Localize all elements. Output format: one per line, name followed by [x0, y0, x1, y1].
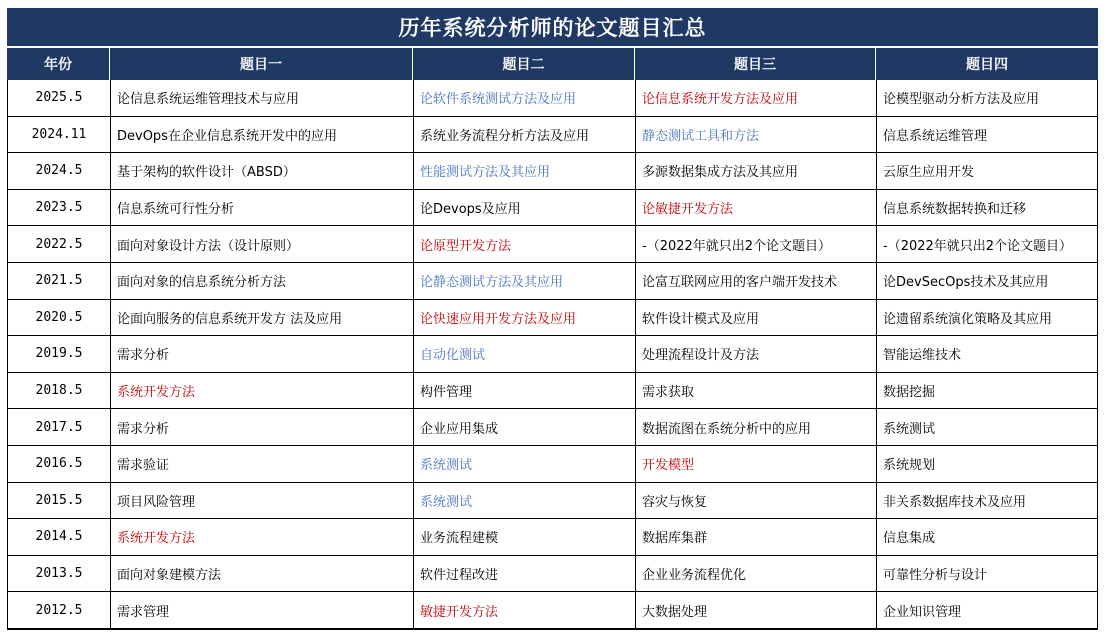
topic1-cell: 需求管理	[111, 592, 414, 628]
topic1-cell: 面向对象的信息系统分析方法	[111, 263, 414, 299]
page-title: 历年系统分析师的论文题目汇总	[7, 8, 1098, 46]
topic4-cell: 非关系数据库技术及应用	[883, 494, 1027, 510]
topic3-cell: 论敏捷开发方法	[636, 190, 877, 226]
topic2-cell: 论快速应用开发方法及应用	[414, 300, 636, 336]
year-cell: 2017.5	[8, 409, 111, 445]
table-row	[8, 336, 1097, 373]
table-row	[8, 226, 1097, 263]
table-row	[8, 80, 1097, 117]
topic4-cell: 信息集成	[883, 531, 936, 547]
topic2-cell: 企业应用集成	[414, 409, 636, 445]
table-row	[8, 153, 1097, 190]
year-cell: 2015.5	[8, 483, 111, 519]
column-header-topic4: 题目四	[966, 57, 1008, 73]
table-row	[8, 592, 1097, 628]
topic3-cell: 需求获取	[636, 373, 877, 409]
topic2-cell: 构件管理	[414, 373, 636, 409]
topic4-cell: 可靠性分析与设计	[883, 568, 988, 584]
topic1-cell: DevOps在企业信息系统开发中的应用	[111, 117, 414, 153]
topic2-cell: 系统业务流程分析方法及应用	[414, 117, 636, 153]
topic3-cell: 企业业务流程优化	[636, 556, 877, 592]
year-cell: 2022.5	[8, 226, 111, 262]
topic3-cell: 数据流图在系统分析中的应用	[636, 409, 877, 445]
topic2-cell: 系统测试	[414, 446, 636, 482]
topic2-cell: 业务流程建模	[414, 519, 636, 555]
topic1-cell: 论面向服务的信息系统开发方 法及应用	[111, 300, 414, 336]
topic4-cell: 信息系统运维管理	[883, 128, 988, 144]
year-cell: 2024.11	[8, 117, 111, 153]
table-row	[8, 409, 1097, 446]
topic1-cell: 需求分析	[111, 336, 414, 372]
table-row	[8, 556, 1097, 593]
topic4-cell: 系统测试	[883, 421, 936, 437]
topic4-cell: 数据挖掘	[883, 385, 936, 401]
year-cell: 2014.5	[8, 519, 111, 555]
topic4-cell: 论遗留系统演化策略及其应用	[883, 311, 1053, 327]
year-cell: 2023.5	[8, 190, 111, 226]
essay-topics-table	[7, 8, 1098, 630]
year-cell: 2016.5	[8, 446, 111, 482]
topic2-cell: 论软件系统测试方法及应用	[414, 80, 636, 116]
year-cell: 2018.5	[8, 373, 111, 409]
column-header-topic1: 题目一	[110, 48, 413, 80]
topic4-cell: 系统规划	[883, 458, 936, 474]
year-cell: 2019.5	[8, 336, 111, 372]
year-cell: 2020.5	[8, 300, 111, 336]
table-row	[8, 446, 1097, 483]
topic4-cell: 企业知识管理	[883, 604, 962, 620]
topic2-cell: 软件过程改进	[414, 556, 636, 592]
column-header-year: 年份	[7, 48, 110, 80]
topic1-cell: 项目风险管理	[111, 483, 414, 519]
topic3-cell: 软件设计模式及应用	[636, 300, 877, 336]
table-header-row	[7, 48, 1098, 80]
topic3-cell: 大数据处理	[636, 592, 877, 628]
topic2-cell: 自动化测试	[414, 336, 636, 372]
year-cell: 2012.5	[8, 592, 111, 628]
table-row	[8, 263, 1097, 300]
year-cell: 2021.5	[8, 263, 111, 299]
topic4-cell: 论模型驱动分析方法及应用	[883, 92, 1040, 108]
column-header-topic2: 题目二	[413, 48, 635, 80]
topic4-cell: 论DevSecOps技术及其应用	[883, 275, 1049, 291]
topic3-cell: 多源数据集成方法及其应用	[636, 153, 877, 189]
table-row	[8, 373, 1097, 410]
table-row	[8, 483, 1097, 520]
topic1-cell: 系统开发方法	[111, 519, 414, 555]
year-cell: 2024.5	[8, 153, 111, 189]
topic2-cell: 论静态测试方法及其应用	[414, 263, 636, 299]
topic3-cell: 论富互联网应用的客户端开发技术	[636, 263, 877, 299]
topic2-cell: 论原型开发方法	[414, 226, 636, 262]
topic3-cell: 容灾与恢复	[636, 483, 877, 519]
topic4-cell: 云原生应用开发	[883, 165, 975, 181]
year-cell: 2013.5	[8, 556, 111, 592]
table-row	[8, 300, 1097, 337]
table-body	[7, 80, 1098, 630]
topic3-cell: 静态测试工具和方法	[636, 117, 877, 153]
topic3-cell: 开发模型	[636, 446, 877, 482]
table-row	[8, 117, 1097, 154]
topic1-cell: 信息系统可行性分析	[111, 190, 414, 226]
topic3-cell: 数据库集群	[636, 519, 877, 555]
topic1-cell: 论信息系统运维管理技术与应用	[111, 80, 414, 116]
topic2-cell: 敏捷开发方法	[414, 592, 636, 628]
topic4-cell: 智能运维技术	[883, 348, 962, 364]
topic3-cell: -（2022年就只出2个论文题目）	[636, 226, 877, 262]
topic3-cell: 论信息系统开发方法及应用	[636, 80, 877, 116]
topic1-cell: 需求分析	[111, 409, 414, 445]
topic1-cell: 基于架构的软件设计（ABSD）	[111, 153, 414, 189]
topic1-cell: 系统开发方法	[111, 373, 414, 409]
topic2-cell: 论Devops及应用	[414, 190, 636, 226]
topic4-cell: -（2022年就只出2个论文题目）	[883, 238, 1073, 254]
column-header-topic3: 题目三	[635, 48, 876, 80]
topic1-cell: 面向对象设计方法（设计原则）	[111, 226, 414, 262]
topic4-cell: 信息系统数据转换和迁移	[883, 202, 1027, 218]
topic2-cell: 性能测试方法及其应用	[414, 153, 636, 189]
topic3-cell: 处理流程设计及方法	[636, 336, 877, 372]
table-row	[8, 190, 1097, 227]
table-row	[8, 519, 1097, 556]
year-cell: 2025.5	[8, 80, 111, 116]
topic2-cell: 系统测试	[414, 483, 636, 519]
topic1-cell: 需求验证	[111, 446, 414, 482]
topic1-cell: 面向对象建模方法	[111, 556, 414, 592]
